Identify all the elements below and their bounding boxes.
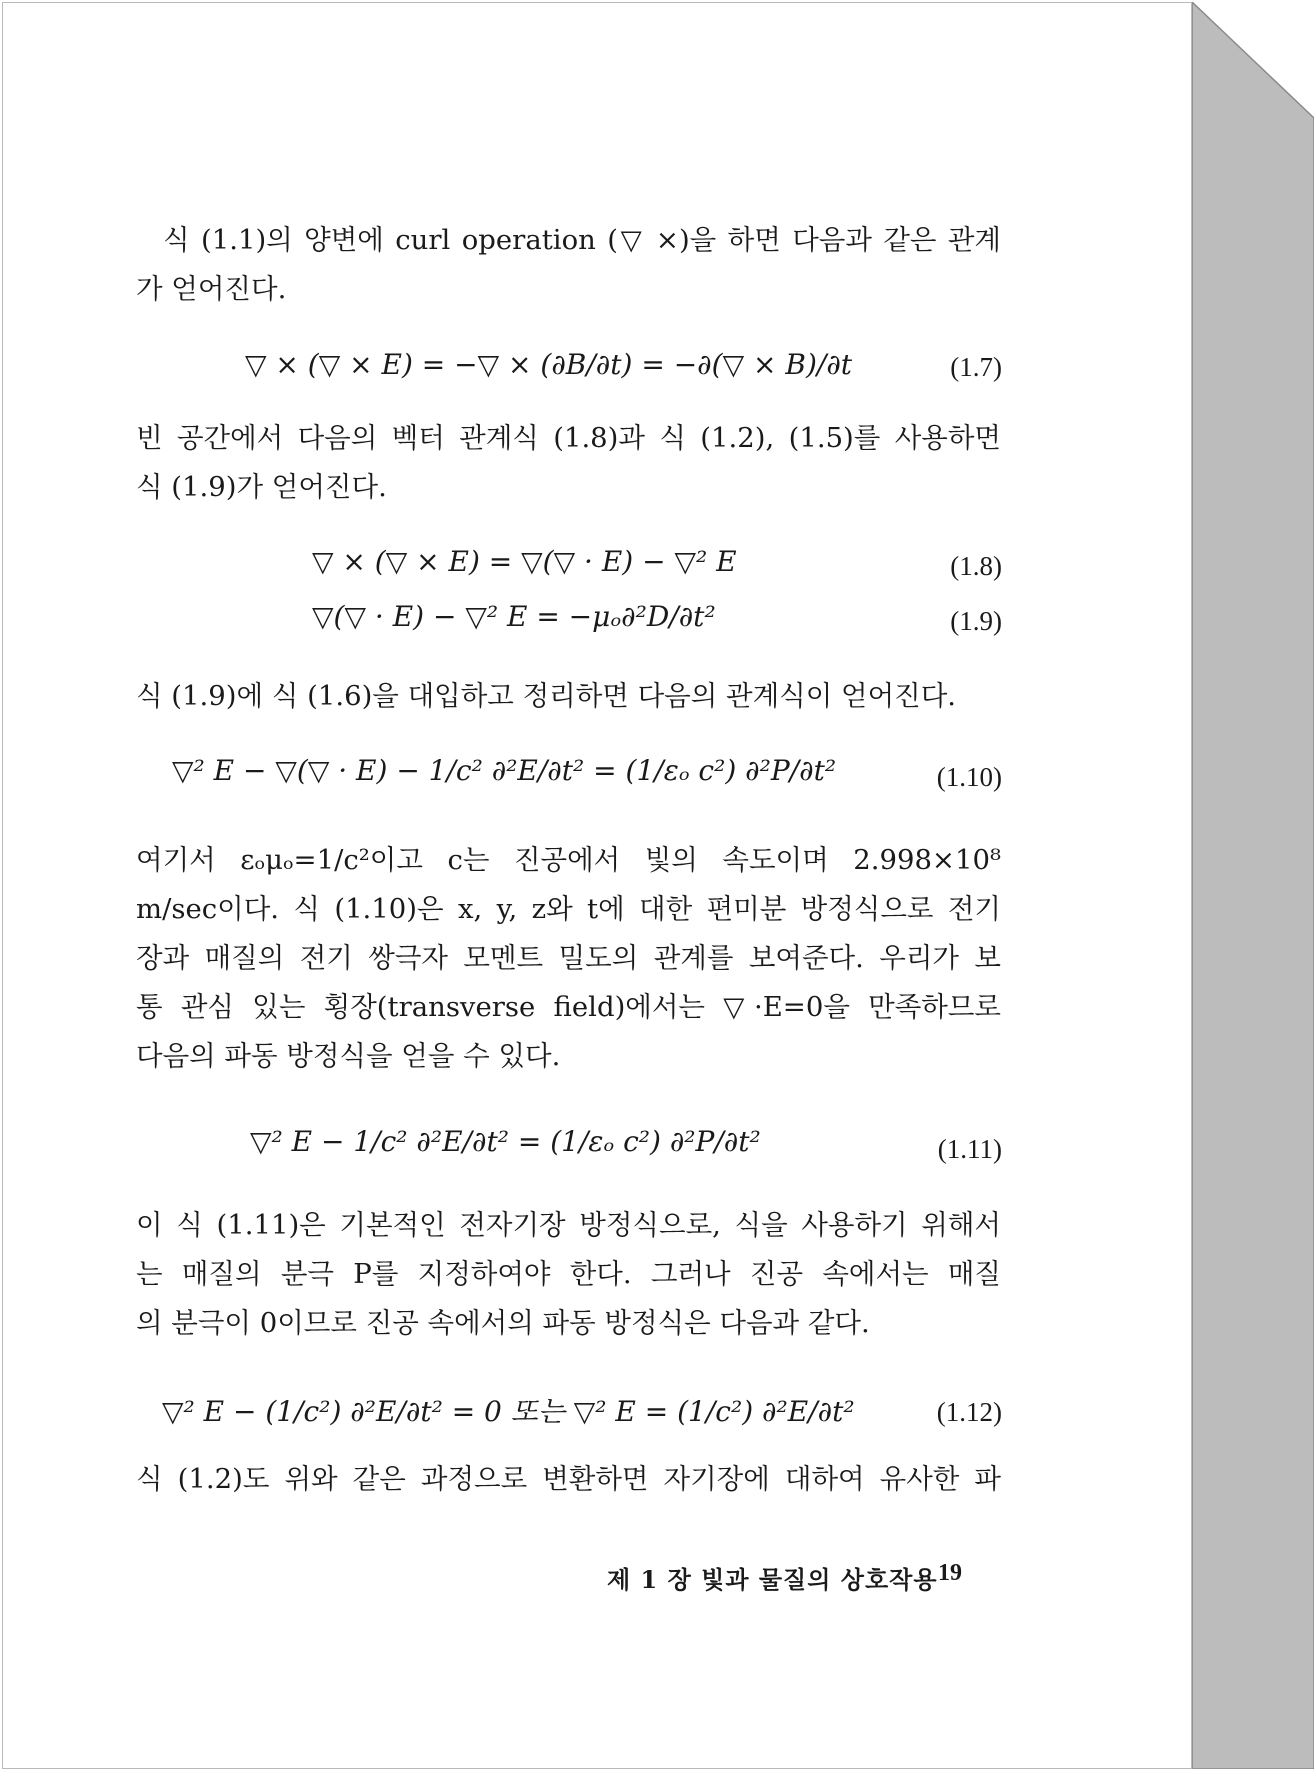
equation-number-1-8: (1.8) xyxy=(950,551,1002,581)
paragraph-1: 식 (1.1)의 양변에 curl operation (▽ ×)을 하면 다음과 같은 관계 xyxy=(163,224,1001,256)
paragraph-3: 식 (1.9)에 식 (1.6)을 대입하고 정리하면 다음의 관계식이 얻어진다. xyxy=(136,680,957,712)
paragraph-1-cont: 가 얻어진다. xyxy=(136,273,287,305)
equation-1-9: ▽(▽ · E) − ▽² E = −μₒ∂²D/∂t² xyxy=(312,600,716,633)
equation-1-10: ▽² E − ▽(▽ · E) − 1/c² ∂²E/∂t² = (1/εₒ c²) ∂²P/∂t² xyxy=(172,754,837,787)
paragraph-5: 이 식 (1.11)은 기본적인 전자기장 방정식으로, 식을 사용하기 위해서 는 매질의 분극 P를 지정하여야 한다. 그러나 진공 속에서는 매질 의 분극이 0이므로 진공 속에서의 파동 방정식은 다음과 같다. xyxy=(136,1209,1001,1339)
running-footer-chapter: 제 1 장 빛과 물질의 상호작용 xyxy=(607,1565,938,1594)
equation-number-1-9: (1.9) xyxy=(950,606,1002,636)
book-spine-shadow xyxy=(1192,2,1314,1769)
page-number: 19 xyxy=(938,1560,962,1586)
equation-number-1-10: (1.10) xyxy=(936,762,1002,792)
equation-1-7: ▽ × (▽ × E) = −▽ × (∂B/∂t) = −∂(▽ × B)/∂t xyxy=(245,348,853,381)
equation-number-1-12: (1.12) xyxy=(936,1397,1002,1427)
equation-number-1-11: (1.11) xyxy=(937,1134,1002,1164)
paragraph-6: 식 (1.2)도 위와 같은 과정으로 변환하면 자기장에 대하여 유사한 파 xyxy=(136,1463,1001,1495)
equation-1-12: ▽² E − (1/c²) ∂²E/∂t² = 0 또는 ▽² E = (1/c²) ∂²E/∂t² xyxy=(162,1395,855,1428)
equation-1-8: ▽ × (▽ × E) = ▽(▽ · E) − ▽² E xyxy=(312,545,737,578)
paragraph-4: 여기서 εₒμₒ=1/c²이고 c는 진공에서 빛의 속도이며 2.998×10⁸ m/sec이다. 식 (1.10)은 x, y, z와 t에 대한 편미분 방정식으로 전기 장과 매질의 전기 쌍극자 모멘트 밀도의 관계를 보여준다. 우리가 보 통 관심 있는 횡장(transverse field)에서는 ▽·E=0을 만족하므로 다음의 파동 방정식을 얻을 수 있다. xyxy=(136,844,1001,1072)
equation-1-11: ▽² E − 1/c² ∂²E/∂t² = (1/εₒ c²) ∂²P/∂t² xyxy=(250,1125,761,1158)
paragraph-2: 빈 공간에서 다음의 벡터 관계식 (1.8)과 식 (1.2), (1.5)를 사용하면 식 (1.9)가 얻어진다. xyxy=(136,422,1001,503)
equation-number-1-7: (1.7) xyxy=(950,352,1002,382)
